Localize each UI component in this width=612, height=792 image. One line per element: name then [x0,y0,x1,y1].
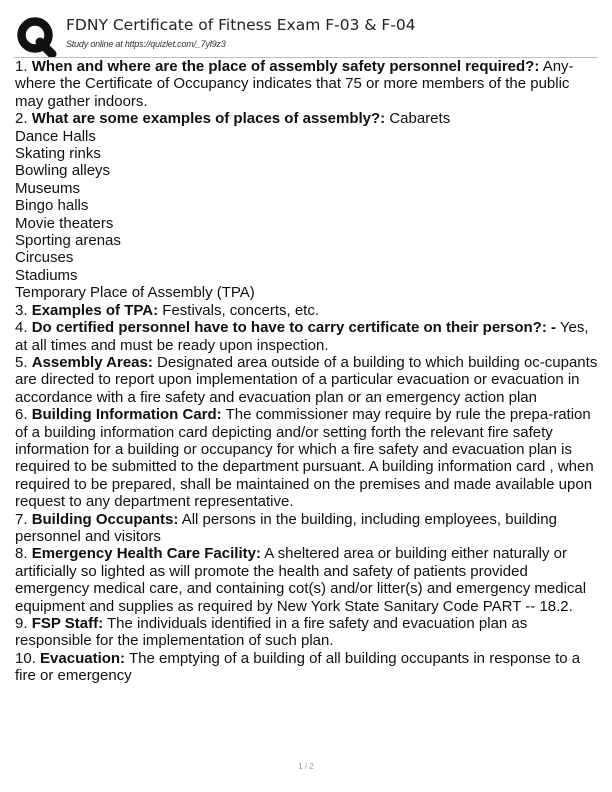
item-number: 4. [15,319,28,337]
item-term: FSP Staff: [31,615,104,632]
definition-line: Stadiums [15,266,78,284]
definition-line: Bingo halls [15,197,89,215]
item-definition: Any-where the Certificate of Occupancy indicates that 75 or more members of the public may gather indoors. [15,58,574,110]
flashcard-list [15,58,601,685]
item-number: 7. [15,510,28,528]
item-term: When and where are the place of assembly safety personnel required?: [31,58,540,75]
study-online-link[interactable]: Study online at https://quizlet.com/_7yl9z3 [66,39,226,49]
item-term: Building Information Card: [31,406,222,424]
flashcard-item [15,302,601,319]
flashcard-item [15,354,601,406]
item-term: Assembly Areas: [31,353,153,371]
document-title: FDNY Certificate of Fitness Exam F-03 & F-04 [66,16,416,34]
item-definition: Cabarets [389,110,451,128]
flashcard-item [15,58,601,110]
item-term: Emergency Health Care Facility: [31,545,261,563]
item-number: 1. [15,58,28,75]
definition-line: Dance Halls [15,127,96,145]
flashcard-item [15,511,601,546]
definition-line: Museums [15,179,81,197]
item-definition: The commissioner may require by rule the prepa-ration of a building information card depicting and/or setting forth the relevant fire safety information for a building or occupancy for which a fire safety and evacuation plan is required to be submitted to the department pursuant. A building information card , when required to be prepared, shall be maintained on the premises and made available upon request to any department representative. [15,406,594,511]
item-number: 8. [15,545,28,563]
item-definition: All persons in the building, including employees, building personnel and visitors [15,510,557,545]
page-header [14,12,600,56]
definition-line: Temporary Place of Assembly (TPA) [15,284,255,302]
item-number: 10. [15,649,36,667]
item-term: Do certified personnel have to have to carry certificate on their person?: - [31,319,556,337]
item-number: 5. [15,353,28,371]
item-definition: The emptying of a building of all building occupants in response to a fire or emergency [15,649,581,685]
item-definition: Designated area outside of a building to which building oc-cupants are directed to report upon implementation of a particular evacuation or evacuation in accordance with a fire safety and evacuation plan or an emergency action plan [15,353,598,406]
definition-line: Circuses [15,249,74,267]
definition-line: Sporting arenas [15,232,121,250]
quizlet-logo-icon [16,16,58,58]
flashcard-item [15,319,601,354]
item-definition: Festivals, concerts, etc. [162,301,319,319]
page-number: 1 / 2 [298,762,314,771]
item-definition: Yes, at all times and must be ready upon inspection. [15,319,589,354]
item-definition: The individuals identified in a fire safety and evacuation plan as responsible for the implementation of such plan. [15,615,528,650]
item-number: 2. [15,110,28,128]
item-number: 9. [15,615,28,632]
flashcard-item [15,406,601,510]
definition-line: Bowling alleys [15,162,111,180]
flashcard-item [15,650,601,685]
flashcard-item [15,110,601,301]
definition-line: Movie theaters [15,214,114,232]
flashcard-item [15,545,601,615]
definition-line: Skating rinks [15,145,101,163]
item-term: Examples of TPA: [31,301,159,319]
flashcard-item [15,615,601,650]
item-term: Building Occupants: [31,510,179,528]
item-number: 3. [15,301,28,319]
item-number: 6. [15,406,28,424]
item-definition: A sheltered area or building either naturally or artificially so lighted as will promote the health and safety of patients provided emergency medical care, and containing cot(s) and/or litter(s) and emergency medical equipment and supplies as required by New York State Sanitary Code PART -- 18.2. [15,545,587,615]
item-term: What are some examples of places of assembly?: [31,110,386,128]
item-term: Evacuation: [40,649,126,667]
